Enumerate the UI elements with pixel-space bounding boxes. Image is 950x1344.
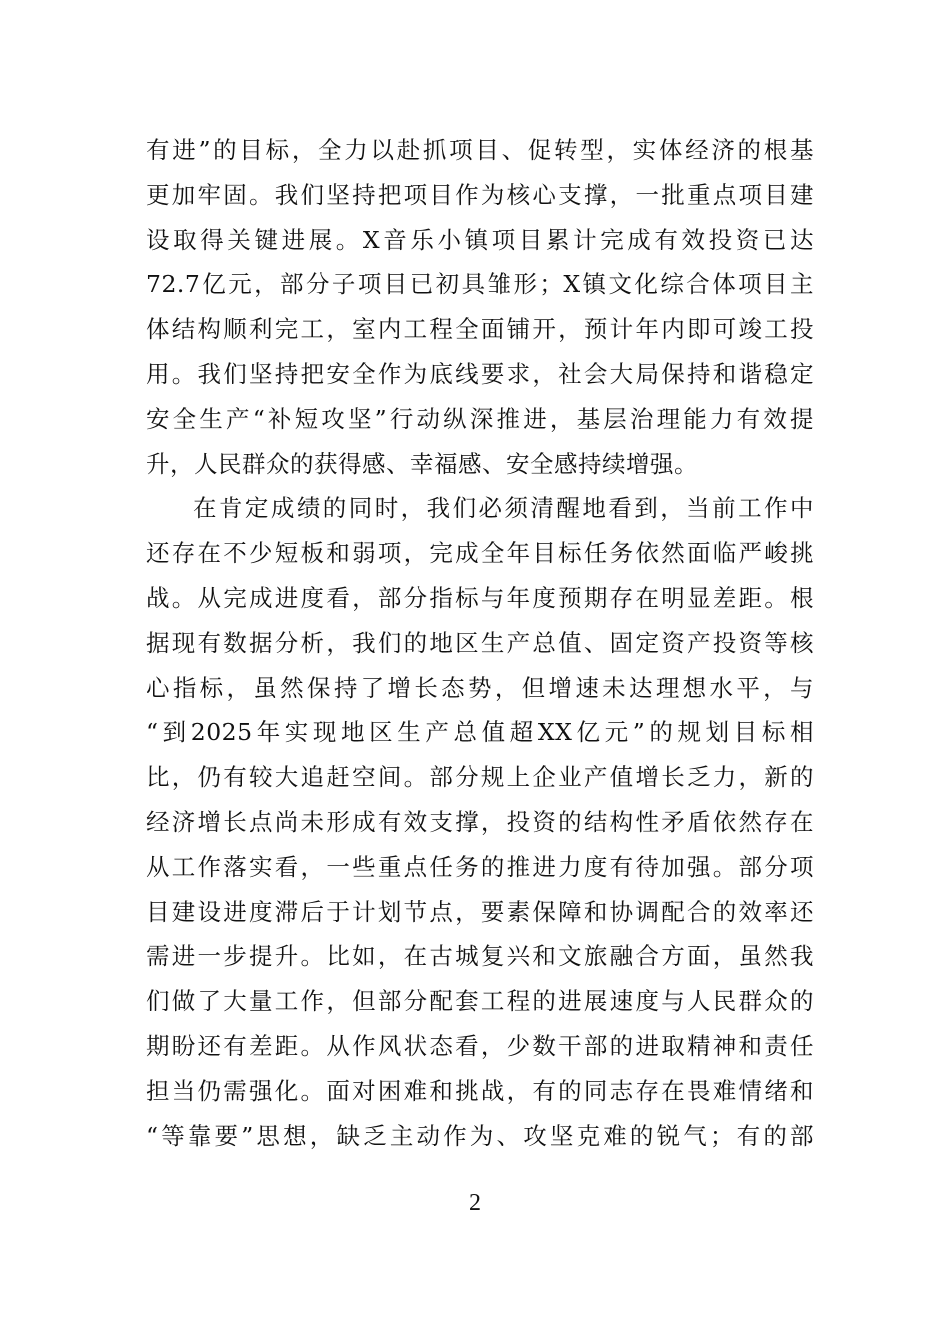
body-text bbox=[146, 128, 814, 1158]
text-line: “到2025年实现地区生产总值超XX亿元”的规划目标相 bbox=[146, 718, 814, 747]
text-line: 心指标，虽然保持了增长态势，但增速未达理想水平，与 bbox=[146, 673, 814, 702]
text-line: 体结构顺利完工，室内工程全面铺开，预计年内即可竣工投 bbox=[146, 315, 814, 344]
text-line: 据现有数据分析，我们的地区生产总值、固定资产投资等核 bbox=[146, 628, 814, 657]
text-line: 战。从完成进度看，部分指标与年度预期存在明显差距。根 bbox=[146, 583, 814, 612]
text-line: 升，人民群众的获得感、幸福感、安全感持续增强。 bbox=[146, 449, 698, 478]
text-line: 经济增长点尚未形成有效支撑，投资的结构性矛盾依然存在 bbox=[146, 807, 814, 836]
page-number: 2 bbox=[469, 1190, 481, 1216]
text-line: 安全生产“补短攻坚”行动纵深推进，基层治理能力有效提 bbox=[146, 404, 814, 433]
paragraph-first-line: 在肯定成绩的同时，我们必须清醒地看到，当前工作中 bbox=[193, 494, 814, 523]
text-line: 们做了大量工作，但部分配套工程的进展速度与人民群众的 bbox=[146, 987, 814, 1016]
text-line: 还存在不少短板和弱项，完成全年目标任务依然面临严峻挑 bbox=[146, 539, 814, 568]
text-line: 更加牢固。我们坚持把项目作为核心支撑，一批重点项目建 bbox=[146, 180, 814, 209]
text-line: 72.7亿元，部分子项目已初具雏形；X镇文化综合体项目主 bbox=[146, 270, 814, 299]
text-line: 设取得关键进展。X音乐小镇项目累计完成有效投资已达 bbox=[146, 225, 814, 254]
text-line: 期盼还有差距。从作风状态看，少数干部的进取精神和责任 bbox=[146, 1031, 814, 1060]
text-line: 从工作落实看，一些重点任务的推进力度有待加强。部分项 bbox=[146, 852, 814, 881]
text-line: 担当仍需强化。面对困难和挑战，有的同志存在畏难情绪和 bbox=[146, 1076, 814, 1105]
text-line: 比，仍有较大追赶空间。部分规上企业产值增长乏力，新的 bbox=[146, 763, 814, 792]
text-line: 用。我们坚持把安全作为底线要求，社会大局保持和谐稳定 bbox=[146, 359, 814, 388]
text-line: “等靠要”思想，缺乏主动作为、攻坚克难的锐气；有的部 bbox=[146, 1121, 814, 1150]
text-line: 目建设进度滞后于计划节点，要素保障和协调配合的效率还 bbox=[146, 897, 814, 926]
text-line: 需进一步提升。比如，在古城复兴和文旅融合方面，虽然我 bbox=[146, 942, 814, 971]
text-line: 有进”的目标，全力以赴抓项目、促转型，实体经济的根基 bbox=[146, 136, 814, 164]
